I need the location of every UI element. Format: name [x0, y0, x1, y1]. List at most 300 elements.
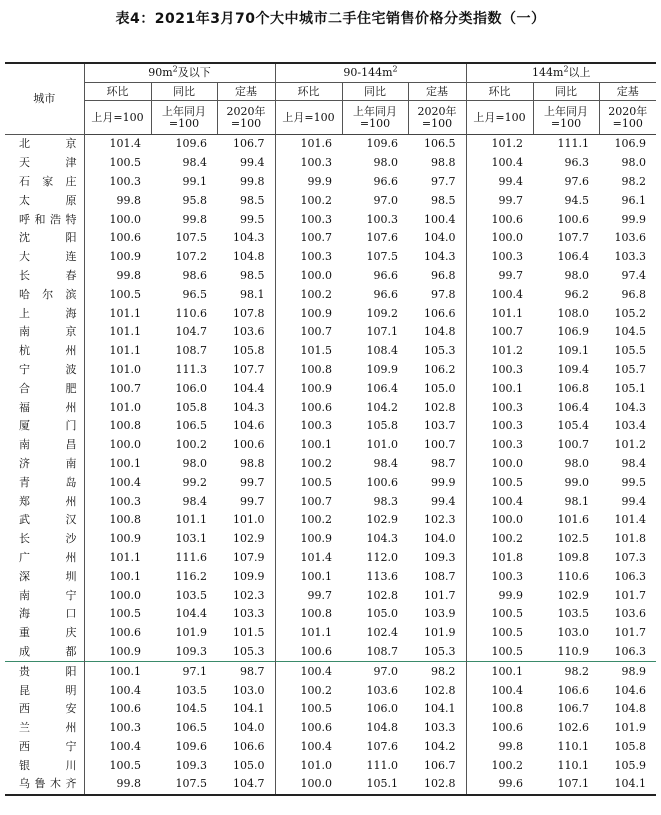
- index-value: 110.6: [557, 569, 590, 583]
- index-value: 105.1: [614, 381, 647, 395]
- index-value: 98.5: [240, 193, 265, 207]
- index-value: 100.7: [424, 438, 456, 452]
- index-value: 105.2: [614, 306, 647, 320]
- index-value: 101.0: [275, 756, 342, 775]
- table-row: [5, 379, 656, 398]
- index-value: 109.3: [424, 550, 456, 564]
- index-value: 106.2: [424, 362, 456, 376]
- index-value: 106.5: [175, 721, 207, 735]
- table-row: [5, 285, 656, 304]
- index-value: 107.7: [233, 362, 265, 376]
- index-value: 100.6: [233, 438, 265, 452]
- index-value: 98.0: [373, 156, 399, 170]
- index-value: 95.8: [182, 193, 207, 207]
- city-name: 杭州: [19, 344, 77, 358]
- index-value: 109.9: [233, 569, 265, 583]
- index-value: 100.9: [275, 530, 342, 549]
- index-value: 109.8: [557, 550, 590, 564]
- index-value: 96.1: [621, 193, 647, 207]
- index-value: 104.1: [599, 775, 656, 795]
- index-value: 110.1: [557, 739, 590, 753]
- index-value: 101.0: [366, 438, 399, 452]
- index-value: 98.9: [599, 662, 656, 681]
- index-value: 100.1: [275, 436, 342, 455]
- index-value: 107.6: [366, 739, 399, 753]
- table-row: [5, 605, 656, 624]
- index-value: 98.5: [240, 268, 265, 282]
- index-value: 100.7: [466, 323, 533, 342]
- index-value: 99.7: [466, 267, 533, 286]
- index-value: 111.6: [175, 550, 207, 564]
- index-value: 100.1: [275, 567, 342, 586]
- index-value: 99.9: [466, 586, 533, 605]
- table-row: [5, 775, 656, 795]
- index-value: 104.8: [614, 702, 647, 716]
- index-value: 100.8: [466, 700, 533, 719]
- index-value: 104.0: [424, 532, 456, 546]
- table-title: 表4：2021年3月70个大中城市二手住宅销售价格分类指数（一）: [115, 11, 546, 27]
- index-value: 100.2: [275, 285, 342, 304]
- table-row: [5, 492, 656, 511]
- city-name: 合肥: [19, 381, 77, 395]
- index-value: 100.5: [84, 154, 151, 173]
- index-value: 101.7: [614, 588, 647, 602]
- index-value: 108.7: [366, 644, 399, 658]
- index-value: 100.1: [466, 379, 533, 398]
- index-value: 100.5: [84, 285, 151, 304]
- index-value: 103.4: [614, 419, 647, 433]
- index-value: 103.1: [175, 532, 207, 546]
- index-value: 107.1: [366, 325, 399, 339]
- table-row: [5, 549, 656, 568]
- index-value: 102.8: [366, 588, 399, 602]
- index-value: 109.1: [557, 344, 590, 358]
- city-name: 青岛: [19, 475, 77, 489]
- index-value: 96.8: [431, 268, 456, 282]
- index-value: 96.8: [621, 287, 647, 301]
- index-value: 100.5: [466, 624, 533, 643]
- table-row: [5, 248, 656, 267]
- index-value: 104.7: [217, 775, 275, 795]
- index-value: 105.8: [614, 739, 647, 753]
- index-value: 105.8: [366, 419, 399, 433]
- index-value: 98.8: [431, 156, 456, 170]
- index-value: 96.6: [373, 174, 399, 188]
- index-value: 100.4: [84, 738, 151, 757]
- index-value: 98.3: [373, 494, 399, 508]
- index-value: 101.9: [614, 721, 647, 735]
- index-value: 100.0: [84, 210, 151, 229]
- index-value: 94.5: [564, 193, 590, 207]
- index-value: 100.7: [275, 323, 342, 342]
- index-value: 108.0: [557, 306, 590, 320]
- table-row: [5, 738, 656, 757]
- index-value: 99.1: [182, 174, 207, 188]
- table-row: [5, 530, 656, 549]
- index-value: 104.6: [614, 683, 647, 697]
- index-value: 102.9: [557, 588, 590, 602]
- index-value: 99.4: [431, 494, 456, 508]
- index-value: 98.1: [564, 494, 590, 508]
- city-name: 深圳: [19, 569, 77, 583]
- base-header: 2020年=100: [599, 101, 656, 135]
- index-value: 100.2: [275, 511, 342, 530]
- base-header: 2020年=100: [408, 101, 466, 135]
- index-value: 100.4: [466, 285, 533, 304]
- index-value: 104.7: [175, 325, 207, 339]
- index-value: 101.7: [614, 626, 647, 640]
- group-header-1: $90-144m^2$: [275, 63, 466, 83]
- index-value: 100.4: [466, 492, 533, 511]
- index-value: 100.6: [275, 643, 342, 662]
- index-value: 100.7: [84, 379, 151, 398]
- index-value: 108.4: [366, 344, 399, 358]
- table-row: [5, 643, 656, 662]
- index-value: 100.9: [84, 530, 151, 549]
- city-name: 武汉: [19, 513, 77, 527]
- index-value: 103.5: [175, 683, 207, 697]
- index-value: 100.5: [466, 643, 533, 662]
- index-value: 101.6: [557, 513, 590, 527]
- metric-header: 定基: [217, 83, 275, 101]
- table-row: [5, 586, 656, 605]
- index-value: 111.0: [366, 758, 399, 772]
- index-value: 100.1: [84, 455, 151, 474]
- index-value: 103.3: [614, 250, 647, 264]
- index-value: 100.1: [84, 567, 151, 586]
- index-value: 116.2: [175, 569, 207, 583]
- index-value: 99.7: [240, 494, 265, 508]
- index-value: 105.1: [342, 775, 408, 795]
- metric-header: 环比: [275, 83, 342, 101]
- index-value: 100.3: [275, 154, 342, 173]
- index-value: 109.3: [175, 758, 207, 772]
- index-value: 105.3: [424, 344, 456, 358]
- index-value: 100.6: [84, 700, 151, 719]
- index-value: 112.0: [366, 550, 399, 564]
- index-value: 99.6: [466, 775, 533, 795]
- city-name: 重庆: [19, 626, 77, 640]
- index-value: 97.1: [151, 662, 217, 681]
- index-value: 103.0: [233, 683, 265, 697]
- city-name: 石家庄: [19, 174, 77, 188]
- index-value: 104.5: [614, 325, 647, 339]
- index-value: 106.5: [175, 419, 207, 433]
- index-value: 102.8: [408, 775, 466, 795]
- index-value: 97.7: [431, 174, 456, 188]
- index-value: 98.2: [533, 662, 599, 681]
- index-value: 100.1: [466, 662, 533, 681]
- index-value: 104.3: [424, 250, 456, 264]
- city-name: 哈尔滨: [19, 287, 77, 301]
- index-value: 105.8: [233, 344, 265, 358]
- index-value: 100.4: [466, 154, 533, 173]
- city-name: 乌鲁木齐: [5, 775, 84, 795]
- index-value: 106.4: [557, 400, 590, 414]
- index-value: 104.0: [424, 231, 456, 245]
- base-header: 上年同月=100: [151, 101, 217, 135]
- city-name: 天津: [19, 156, 77, 170]
- index-value: 100.9: [275, 304, 342, 323]
- index-value: 99.8: [84, 191, 151, 210]
- index-value: 105.3: [233, 644, 265, 658]
- table-row: [5, 662, 656, 681]
- metric-header: 环比: [84, 83, 151, 101]
- city-name: 呼和浩特: [19, 212, 77, 226]
- index-value: 109.3: [175, 644, 207, 658]
- index-value: 109.2: [366, 306, 399, 320]
- index-value: 109.9: [366, 362, 399, 376]
- base-header: 2020年=100: [217, 101, 275, 135]
- index-value: 101.1: [84, 342, 151, 361]
- table-row: [5, 681, 656, 700]
- table-row: [5, 191, 656, 210]
- index-value: 102.5: [557, 532, 590, 546]
- index-value: 101.1: [84, 549, 151, 568]
- index-value: 101.4: [84, 135, 151, 154]
- table-row: [5, 436, 656, 455]
- index-value: 100.2: [275, 681, 342, 700]
- index-value: 100.2: [175, 438, 207, 452]
- index-value: 100.8: [275, 361, 342, 380]
- index-value: 100.7: [275, 492, 342, 511]
- table-row: [5, 417, 656, 436]
- index-value: 107.5: [151, 775, 217, 795]
- index-value: 100.6: [84, 229, 151, 248]
- index-value: 98.8: [240, 456, 265, 470]
- index-value: 100.6: [84, 624, 151, 643]
- index-value: 100.2: [466, 756, 533, 775]
- index-value: 100.5: [84, 605, 151, 624]
- index-value: 97.0: [373, 193, 399, 207]
- index-value: 103.6: [233, 325, 265, 339]
- base-header: 上年同月=100: [533, 101, 599, 135]
- index-value: 104.3: [614, 400, 647, 414]
- index-value: 106.7: [233, 137, 265, 151]
- city-name: 沈阳: [19, 231, 77, 245]
- index-value: 100.7: [557, 438, 590, 452]
- index-value: 100.4: [424, 212, 456, 226]
- index-value: 107.2: [175, 250, 207, 264]
- index-value: 100.4: [275, 662, 342, 681]
- table-row: [5, 173, 656, 192]
- index-value: 103.0: [557, 626, 590, 640]
- index-value: 105.0: [233, 758, 265, 772]
- index-value: 105.5: [614, 344, 647, 358]
- city-name: 昆明: [19, 683, 77, 697]
- index-value: 100.0: [466, 229, 533, 248]
- city-name: 宁波: [19, 362, 77, 376]
- index-value: 100.9: [84, 643, 151, 662]
- metric-header: 环比: [466, 83, 533, 101]
- index-value: 98.0: [564, 456, 590, 470]
- index-value: 100.8: [84, 417, 151, 436]
- index-value: 99.4: [240, 156, 265, 170]
- index-value: 100.4: [466, 681, 533, 700]
- table-row: [5, 455, 656, 474]
- index-value: 98.1: [240, 287, 265, 301]
- index-value: 101.4: [275, 549, 342, 568]
- city-name: 南京: [19, 325, 77, 339]
- index-value: 106.7: [424, 758, 456, 772]
- index-value: 100.0: [84, 436, 151, 455]
- index-value: 107.5: [175, 231, 207, 245]
- index-value: 100.3: [466, 361, 533, 380]
- index-value: 106.6: [557, 683, 590, 697]
- index-value: 111.3: [175, 362, 207, 376]
- index-value: 106.4: [366, 381, 399, 395]
- index-value: 97.6: [564, 174, 590, 188]
- city-name: 太原: [19, 193, 77, 207]
- city-name: 郑州: [19, 494, 77, 508]
- index-value: 96.5: [182, 287, 207, 301]
- city-name: 西安: [19, 702, 77, 716]
- index-value: 102.3: [424, 513, 456, 527]
- index-value: 104.3: [233, 400, 265, 414]
- index-value: 100.5: [275, 473, 342, 492]
- index-value: 102.8: [424, 400, 456, 414]
- city-name: 南宁: [19, 588, 77, 602]
- index-value: 101.9: [175, 626, 207, 640]
- city-header: 城市: [5, 63, 84, 135]
- index-value: 104.5: [175, 702, 207, 716]
- index-value: 98.0: [182, 456, 207, 470]
- index-value: 100.6: [275, 398, 342, 417]
- group-header-2: $144m^2$以上: [466, 63, 656, 83]
- index-value: 101.5: [275, 342, 342, 361]
- index-value: 104.3: [366, 532, 399, 546]
- index-value: 99.8: [84, 267, 151, 286]
- index-value: 101.0: [84, 398, 151, 417]
- index-value: 106.6: [233, 739, 265, 753]
- index-value: 109.6: [366, 137, 399, 151]
- table-row: [5, 719, 656, 738]
- index-value: 106.4: [557, 250, 590, 264]
- index-value: 105.0: [366, 607, 399, 621]
- index-value: 100.0: [275, 775, 342, 795]
- index-value: 102.8: [424, 683, 456, 697]
- index-value: 110.6: [175, 306, 207, 320]
- index-value: 104.1: [424, 702, 456, 716]
- index-value: 106.3: [614, 644, 647, 658]
- index-value: 101.8: [614, 532, 647, 546]
- table-row: [5, 323, 656, 342]
- city-name: 大连: [19, 250, 77, 264]
- index-value: 107.8: [233, 306, 265, 320]
- index-value: 104.8: [424, 325, 456, 339]
- city-name: 北京: [19, 137, 77, 151]
- index-value: 98.7: [217, 662, 275, 681]
- index-value: 102.9: [366, 513, 399, 527]
- index-value: 104.8: [366, 721, 399, 735]
- index-value: 100.3: [466, 567, 533, 586]
- city-name: 海口: [19, 607, 77, 621]
- index-value: 103.6: [366, 683, 399, 697]
- index-value: 98.4: [621, 456, 647, 470]
- index-value: 101.4: [614, 513, 647, 527]
- index-value: 100.4: [275, 738, 342, 757]
- table-row: [5, 361, 656, 380]
- city-name: 济南: [19, 456, 77, 470]
- index-value: 104.2: [424, 739, 456, 753]
- index-value: 101.9: [424, 626, 456, 640]
- index-value: 106.0: [366, 702, 399, 716]
- index-value: 100.9: [275, 379, 342, 398]
- table-row: [5, 473, 656, 492]
- table-row: [5, 210, 656, 229]
- index-value: 107.5: [366, 250, 399, 264]
- index-value: 100.8: [275, 605, 342, 624]
- index-value: 96.6: [373, 287, 399, 301]
- index-value: 100.3: [275, 210, 342, 229]
- index-value: 103.6: [614, 231, 647, 245]
- index-value: 98.6: [182, 268, 207, 282]
- index-value: 106.3: [614, 569, 647, 583]
- index-value: 101.2: [466, 342, 533, 361]
- index-value: 100.5: [466, 605, 533, 624]
- index-value: 107.3: [614, 550, 647, 564]
- index-value: 107.9: [233, 550, 265, 564]
- index-value: 100.5: [275, 700, 342, 719]
- index-value: 100.2: [466, 530, 533, 549]
- index-value: 98.0: [564, 268, 590, 282]
- index-value: 102.6: [557, 721, 590, 735]
- index-value: 101.1: [175, 513, 207, 527]
- table-row: [5, 304, 656, 323]
- index-value: 108.7: [424, 569, 456, 583]
- index-value: 104.0: [233, 721, 265, 735]
- index-value: 99.9: [621, 212, 647, 226]
- index-value: 103.5: [175, 588, 207, 602]
- index-value: 106.6: [424, 306, 456, 320]
- index-value: 98.2: [621, 174, 647, 188]
- metric-header: 同比: [533, 83, 599, 101]
- index-value: 100.8: [84, 511, 151, 530]
- index-value: 99.8: [84, 775, 151, 795]
- index-value: 104.8: [233, 250, 265, 264]
- index-value: 105.9: [614, 758, 647, 772]
- index-value: 96.2: [564, 287, 590, 301]
- index-value: 101.8: [466, 549, 533, 568]
- index-value: 100.0: [84, 586, 151, 605]
- city-name: 长沙: [19, 532, 77, 546]
- index-value: 100.6: [466, 210, 533, 229]
- index-value: 107.1: [533, 775, 599, 795]
- index-value: 103.5: [557, 607, 590, 621]
- index-value: 103.9: [424, 607, 456, 621]
- index-value: 100.4: [84, 473, 151, 492]
- index-value: 101.1: [275, 624, 342, 643]
- city-name: 南昌: [19, 438, 77, 452]
- index-value: 103.6: [614, 607, 647, 621]
- table-row: [5, 700, 656, 719]
- city-name: 长春: [19, 268, 77, 282]
- index-value: 105.4: [557, 419, 590, 433]
- index-value: 99.0: [564, 475, 590, 489]
- index-value: 98.4: [182, 494, 207, 508]
- index-value: 113.6: [366, 569, 399, 583]
- index-value: 100.3: [275, 417, 342, 436]
- index-value: 107.6: [366, 231, 399, 245]
- index-value: 98.7: [431, 456, 456, 470]
- metric-header: 定基: [408, 83, 466, 101]
- index-value: 100.9: [84, 248, 151, 267]
- index-value: 103.3: [233, 607, 265, 621]
- index-value: 103.7: [424, 419, 456, 433]
- index-value: 99.9: [431, 475, 456, 489]
- table-row: [5, 229, 656, 248]
- index-value: 104.6: [233, 419, 265, 433]
